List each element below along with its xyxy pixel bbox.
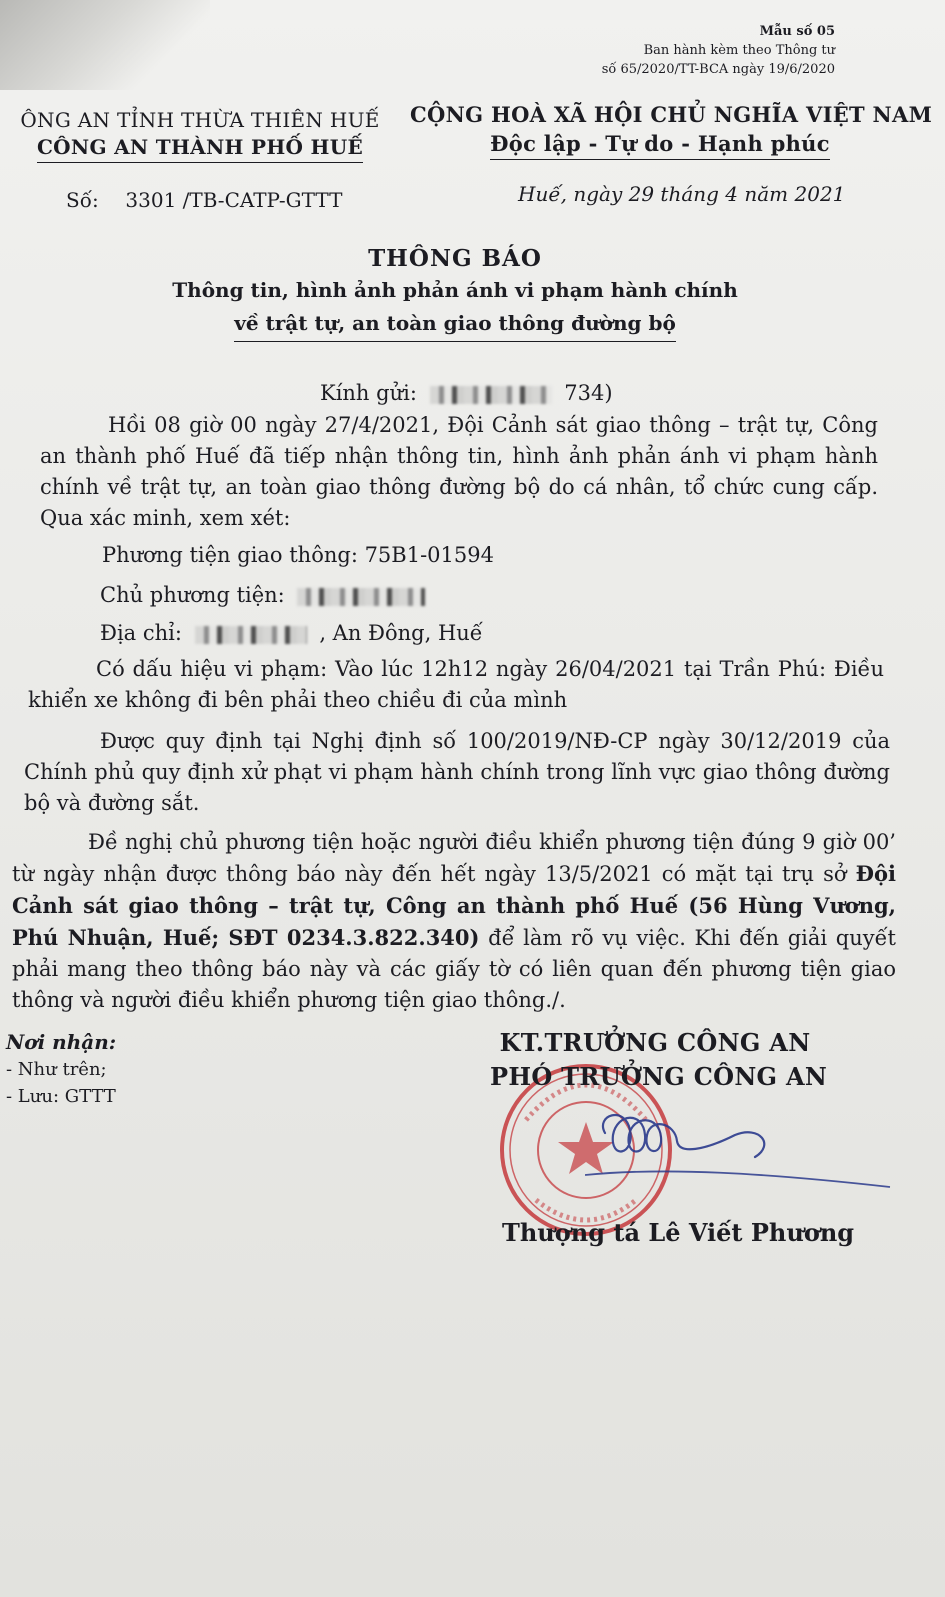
request-text-2: để làm rõ vụ việc. Khi đến giải quyết phải mang theo thông báo này và các giấy tờ có liên quan đến phương tiện giao thông và người điều khiển phương tiện giao thông./. [12,926,896,1012]
request-paragraph [12,827,896,1016]
redacted-owner [297,588,425,606]
national-header [410,100,933,160]
vehicle-line: Phương tiện giao thông: 75B1-01594 [102,543,494,567]
recipient-suffix: 734) [564,381,613,405]
document-number-line [66,188,342,212]
signature-title-1: KT.TRƯỞNG CÔNG AN [499,1028,811,1057]
recipient-label: Kính gửi: [320,381,417,405]
agency-unit: CÔNG AN THÀNH PHỐ HUẾ [37,134,363,163]
intro-paragraph: Hồi 08 giờ 00 ngày 27/4/2021, Đội Cảnh sát giao thông – trật tự, Công an thành phố Huế đã tiếp nhận thông tin, hình ảnh phản ánh vi phạm hành chính về trật tự, an toàn giao thông đường bộ do cá nhân, tổ chức cung cấp. Qua xác minh, xem xét: [40,413,878,530]
form-line-1: Ban hành kèm theo Thông tư [643,43,835,58]
address-suffix: , An Đông, Huế [319,621,483,645]
request-text-1: Đề nghị chủ phương tiện hoặc người điều khiển phương tiện đúng 9 giờ 00’ từ ngày nhận được thông báo này đến hết ngày 13/5/2021 có mặt tại trụ sở [12,830,896,886]
agency-header [20,107,380,163]
handwritten-signature [585,1095,895,1205]
page-corner-shadow [0,0,210,90]
recipients-heading: Nơi nhận: [6,1030,117,1054]
regulation-paragraph: Được quy định tại Nghị định số 100/2019/NĐ-CP ngày 30/12/2019 của Chính phủ quy định xử phạt vi phạm hành chính trong lĩnh vực giao thông đường bộ và đường sắt. [24,729,890,815]
national-name: CỘNG HOÀ XÃ HỘI CHỦ NGHĨA VIỆT NAM [410,102,933,127]
document-title: THÔNG BÁO [368,245,542,272]
document-number-label: Số: [66,188,99,212]
subtitle-line-2: về trật tự, an toàn giao thông đường bộ [234,307,676,342]
address-line [100,618,483,649]
owner-line [100,580,431,611]
address-label: Địa chỉ: [100,621,182,645]
subtitle-line-1: Thông tin, hình ảnh phản ánh vi phạm hành chính [172,278,738,302]
recipients-block [6,1028,116,1110]
form-number: Mẫu số 05 [759,24,835,39]
recipient-line [320,378,613,409]
form-reference [602,22,835,79]
redacted-address [195,626,307,644]
signature-title-2: PHÓ TRƯỞNG CÔNG AN [490,1062,828,1091]
owner-label: Chủ phương tiện: [100,583,285,607]
national-motto: Độc lập - Tự do - Hạnh phúc [490,129,830,160]
place-date: Huế, ngày 29 tháng 4 năm 2021 [518,182,846,206]
violation-paragraph: Có dấu hiệu vi phạm: Vào lúc 12h12 ngày 26/04/2021 tại Trần Phú: Điều khiển xe không đi bên phải theo chiều đi của mình [28,657,884,712]
document-subtitle [0,274,910,342]
redacted-recipient [430,386,552,404]
document-number: 3301 /TB-CATP-GTTT [125,188,343,212]
signature-titles [490,1026,828,1094]
signer-name: Thượng tá Lê Viết Phương [502,1218,855,1247]
recipient-item: - Như trên; [6,1059,107,1080]
form-line-2: số 65/2020/TT-BCA ngày 19/6/2020 [601,62,835,77]
recipient-item: - Lưu: GTTT [6,1086,116,1107]
agency-parent: ÔNG AN TỈNH THỪA THIÊN HUẾ [20,108,380,132]
request-office: Đội Cảnh sát giao thông – trật tự, Công an thành phố Huế (56 Hùng Vương, Phú Nhuận, Huế; SĐT 0234.3.822.340) [12,861,896,950]
